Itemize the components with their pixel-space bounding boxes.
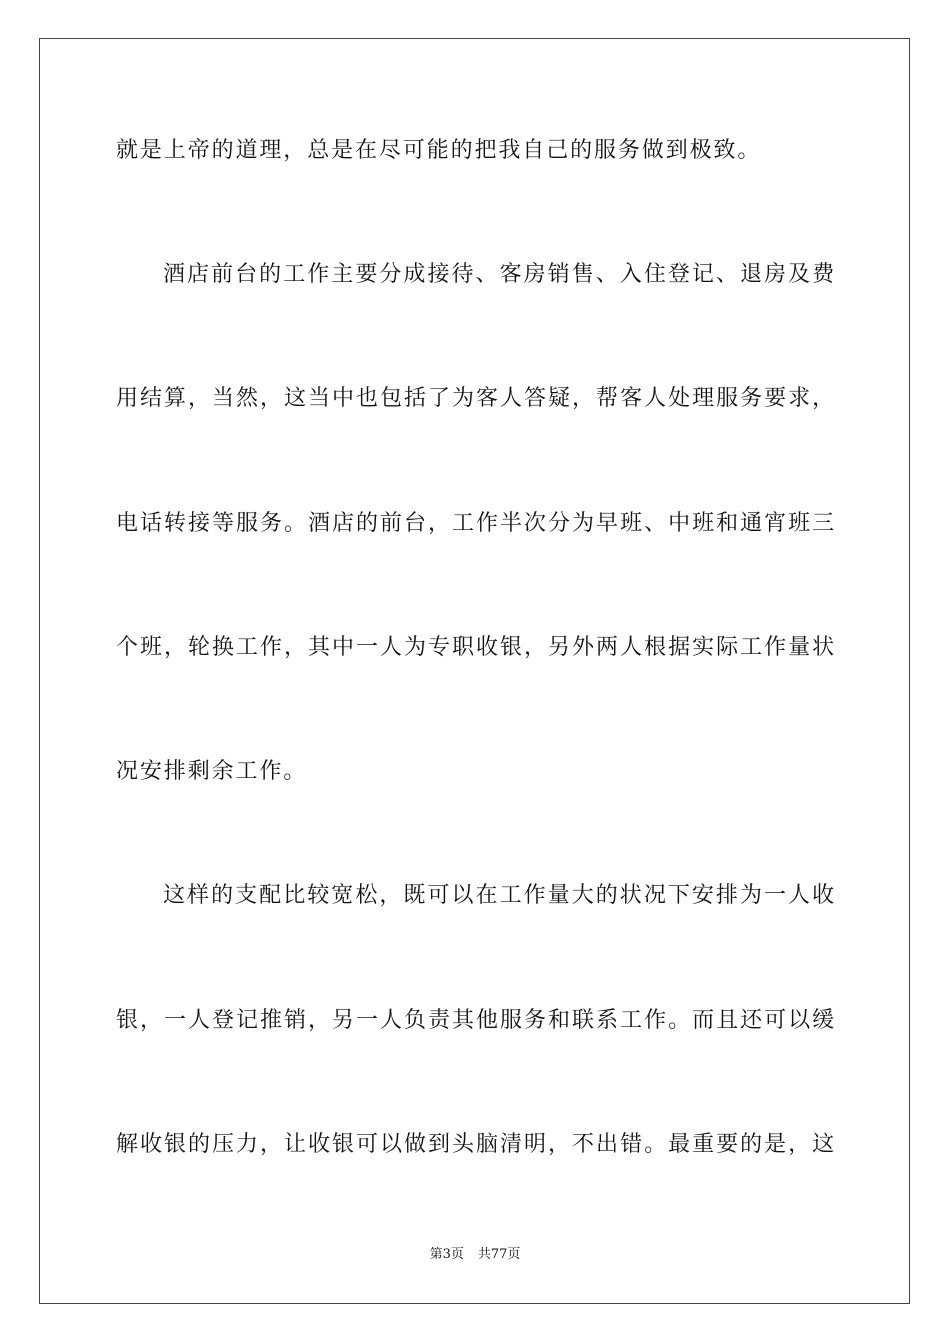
- page-footer: [0, 1246, 950, 1264]
- page-border: [39, 38, 910, 1304]
- body-text-line: 电话转接等服务。酒店的前台，工作半次分为早班、中班和通宵班三: [116, 511, 836, 536]
- paragraph-start-line: 这样的支配比较宽松，既可以在工作量大的状况下安排为一人收: [163, 883, 836, 908]
- body-text-line: 用结算，当然，这当中也包括了为客人答疑，帮客人处理服务要求，: [116, 386, 836, 411]
- body-text-line: 况安排剩余工作。: [116, 759, 308, 784]
- body-text-line: 解收银的压力，让收银可以做到头脑清明，不出错。最重要的是，这: [116, 1132, 836, 1157]
- paragraph-start-line: 酒店前台的工作主要分成接待、客房销售、入住登记、退房及费: [163, 262, 836, 287]
- body-text-line: 银，一人登记推销，另一人负责其他服务和联系工作。而且还可以缓: [116, 1008, 836, 1033]
- page-number: 第3页: [429, 1247, 464, 1262]
- page-total: 共77页: [477, 1247, 521, 1262]
- body-text-line: 个班，轮换工作，其中一人为专职收银，另外两人根据实际工作量状: [116, 635, 836, 660]
- body-text-line: 就是上帝的道理，总是在尽可能的把我自己的服务做到极致。: [116, 138, 762, 163]
